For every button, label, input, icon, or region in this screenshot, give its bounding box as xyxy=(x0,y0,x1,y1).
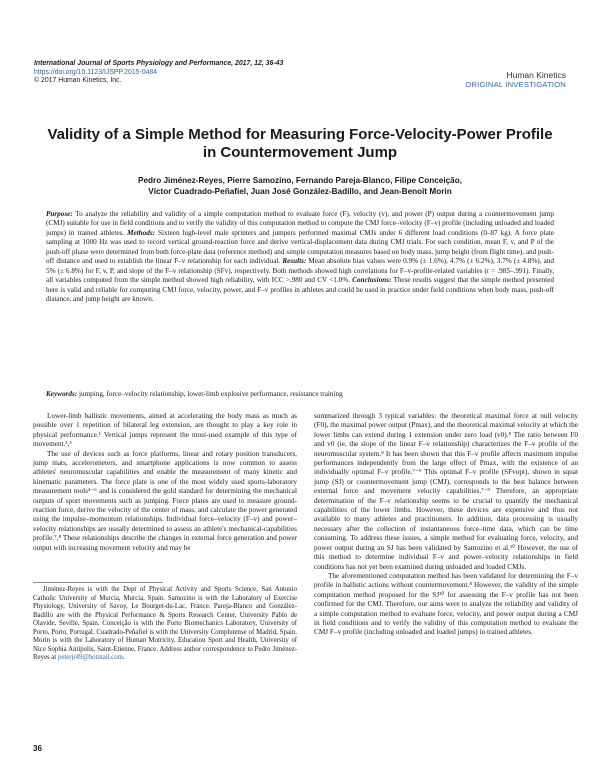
body-paragraph: Lower-limb ballistic movements, aimed at accelerating the body mass as much as possible over 1 repetition of bilateral leg extension, are thought to play a key role in physical performance.¹ Vertical jumps represent the most-used example of this type of movement.²,³ xyxy=(33,412,297,449)
abstract-methods-label: Methods: xyxy=(127,228,156,237)
abstract xyxy=(46,210,554,305)
abstract-purpose-text: To analyze the reliability and validity of a simple computation method to evaluate force (F), velocity (v), and power (P) output during a countermovement jump (CMJ) suitable for use in field conditions and to verify the validity of this computation method to compute the CMJ force–velocity (F–v) profile (including unloaded and loaded jumps) in trained athletes. xyxy=(46,210,554,237)
doi-link[interactable]: https://doi.org/10.1123/IJSPP.2015-0484 xyxy=(34,68,158,76)
author-list xyxy=(44,175,556,197)
abstract-results-text: Mean absolute bias values were 0.9% (± 1.6%), 4.7% (± 6.2%), 3.7% (± 4.8%), and 5% (± 6.8%) for F, v, P, and slope of the F–v relationship (SFv), respectively. Both methods showed high correlations for F–v-profile-related variables (r = .985–.991). Finally, all variables computed from the simple method showed high reliability, with ICC >.980 and CV <1.0%. xyxy=(46,257,554,285)
footnote-text: Jiménez-Reyes is with the Dept of Physical Activity and Sports Science, San Antonio Catholic University of Murcia, Murcia, Spain. Samozino is with the Laboratory of Exercise Physiology, University of Savoy, Le Bourget-du-Lac, France. Pareja-Blanco and González-Badillo are with the Physical Performance & Sports Research Center, University Pablo de Olavide, Seville, Spain. Conceição is with the Porto Biomechanics Laboratory, University of Porto, Porto, Portugal. Cuadrado-Peñafiel is with the University Complutense of Madrid, Spain. Morin is with the Laboratory of Human Motricity, Education Sport and Health, University of Nice Sophia Antipolis, Saint-Etienne, France. Address author correspondence to Pedro Jiménez-Reyes at xyxy=(33,586,297,662)
body-paragraph: The use of devices such as force platforms, linear and rotary position transducers, jump mats, accelerometers, and smartphone applications is now common to assess athletes' neuromuscular capabilities and enable the measurement of many kinetic and kinematic parameters. The force plate is one of the most widely used sports-laboratory measurement tools⁴⁻⁶ and is considered the gold standard for determining the mechanical outputs of sport movements such as jumping. Force plates are used to measure ground-reaction force, derive the velocity of the center of mass, and calculate the power generated using the impulse–momentum relationships. Individual force–velocity (F–v) and power–velocity relationships are usually determined to assess an athlete's mechanical-capabilities profile.⁷,⁸ These relationships describe the changes in external force generation and power output with increasing movement velocity and may be xyxy=(33,449,297,552)
author-email-link[interactable]: peterjr49@hotmail.com xyxy=(57,654,123,662)
abstract-conclusions-text: These results suggest that the simple method presented here is valid and reliable for computing CMJ force, velocity, power, and F–v profiles in athletes and could be used in practice under field conditions when body mass, push-off distance, and jump height are known. xyxy=(46,276,554,304)
publisher-block xyxy=(465,70,566,90)
abstract-results-label: Results: xyxy=(282,257,307,266)
body-paragraph: The aforementioned computation method has been validated for determining the F–v profile in ballistic actions without countermovement.⁸ However, the validity of the simple computation method proposed for the SJ¹⁰ for assessing the F–v profile has not been confirmed for the CMJ. Therefore, our aims were to analyze the reliability and validity of a simple computation method to evaluate force, velocity, and power output during a CMJ in field conditions and to verify the validity of this computation method to evaluate the CMJ F–v profile (including unloaded and loaded jumps) in trained athletes. xyxy=(314,571,578,637)
journal-header xyxy=(34,60,394,86)
copyright-line: © 2017 Human Kinetics, Inc. xyxy=(34,77,122,85)
abstract-conclusions-label: Conclusions: xyxy=(352,276,392,285)
article-title: Validity of a Simple Method for Measuring Force-Velocity-Power Profile in Countermovement Jump xyxy=(47,126,553,161)
author-line: Víctor Cuadrado-Peñafiel, Juan José González-Badillo, and Jean-Benoît Morin xyxy=(148,187,452,196)
page-number: 36 xyxy=(33,744,42,753)
footnote-divider xyxy=(33,582,163,583)
author-affiliations-footnote xyxy=(33,586,297,663)
journal-citation: International Journal of Sports Physiology and Performance, 2017, 12, 36-43 xyxy=(34,60,284,67)
keywords-text: jumping, force–velocity relationship, lower-limb explosive performance, resistance training xyxy=(77,390,343,398)
abstract-methods-text: Sixteen high-level male sprinters and jumpers performed maximal CMJs under 6 different load conditions (0–87 kg). A force plate sampling at 1000 Hz was used to record vertical ground-reaction force and derive vertical-displacement data during CMJ trials. For each condition, mean F, v, and P of the push-off phase were determined from both force-plate data (reference method) and simple computation measures based on body mass, jump height (from flight time), and push-off distance and used to establish the linear F–v relationship for each individual. xyxy=(46,228,555,266)
body-column-left xyxy=(33,412,297,553)
abstract-purpose-label: Purpose: xyxy=(46,210,73,218)
body-column-right xyxy=(314,412,578,638)
keywords-label: Keywords: xyxy=(46,390,78,398)
publisher-name: Human Kinetics xyxy=(506,70,566,80)
article-type-label: ORIGINAL INVESTIGATION xyxy=(465,80,566,89)
keywords xyxy=(46,390,554,399)
footnote-end: . xyxy=(122,654,125,662)
body-paragraph: summarized through 3 typical variables: the theoretical maximal force at null velocity (F0), the maximal power output (Pmax), and the theoretical maximal velocity at which the lower limbs can extend during 1 extension under zero load (v0).⁸ The ratio between F0 and v0 (ie, the slope of the linear F–v relationship) characterizes the F–v profile of the neuromuscular system.⁸ It has been shown that this F–v profile affects maximum impulse performances independently from the large effect of Pmax, with the existence of an individually optimal F–v profile.⁷⁻⁹ This optimal F–v profile (SFvopt), shown in squat jump (SJ) or countermovement jump (CMJ), corresponds to the best balance between external force and movement velocity capabilities.⁷⁻⁹ Therefore, an appropriate determination of the F–v relationship seems to be crucial to quantify the mechanical capabilities of the lower limbs. However, these devices are expensive and thus not available to many athletes and practitioners. In addition, data processing is usually necessary after the collection of instantaneous force–time data, which can be time consuming. To address these issues, a simple method for evaluating force, velocity, and power output during an SJ has been validated by Samozino et al.¹⁰ However, the use of this method to determine individual F–v and power–velocity relationships in field conditions has not yet been examined during unloaded and loaded CMJs. xyxy=(314,412,578,571)
author-line: Pedro Jiménez-Reyes, Pierre Samozino, Fernando Pareja-Blanco, Filipe Conceição, xyxy=(138,176,462,185)
